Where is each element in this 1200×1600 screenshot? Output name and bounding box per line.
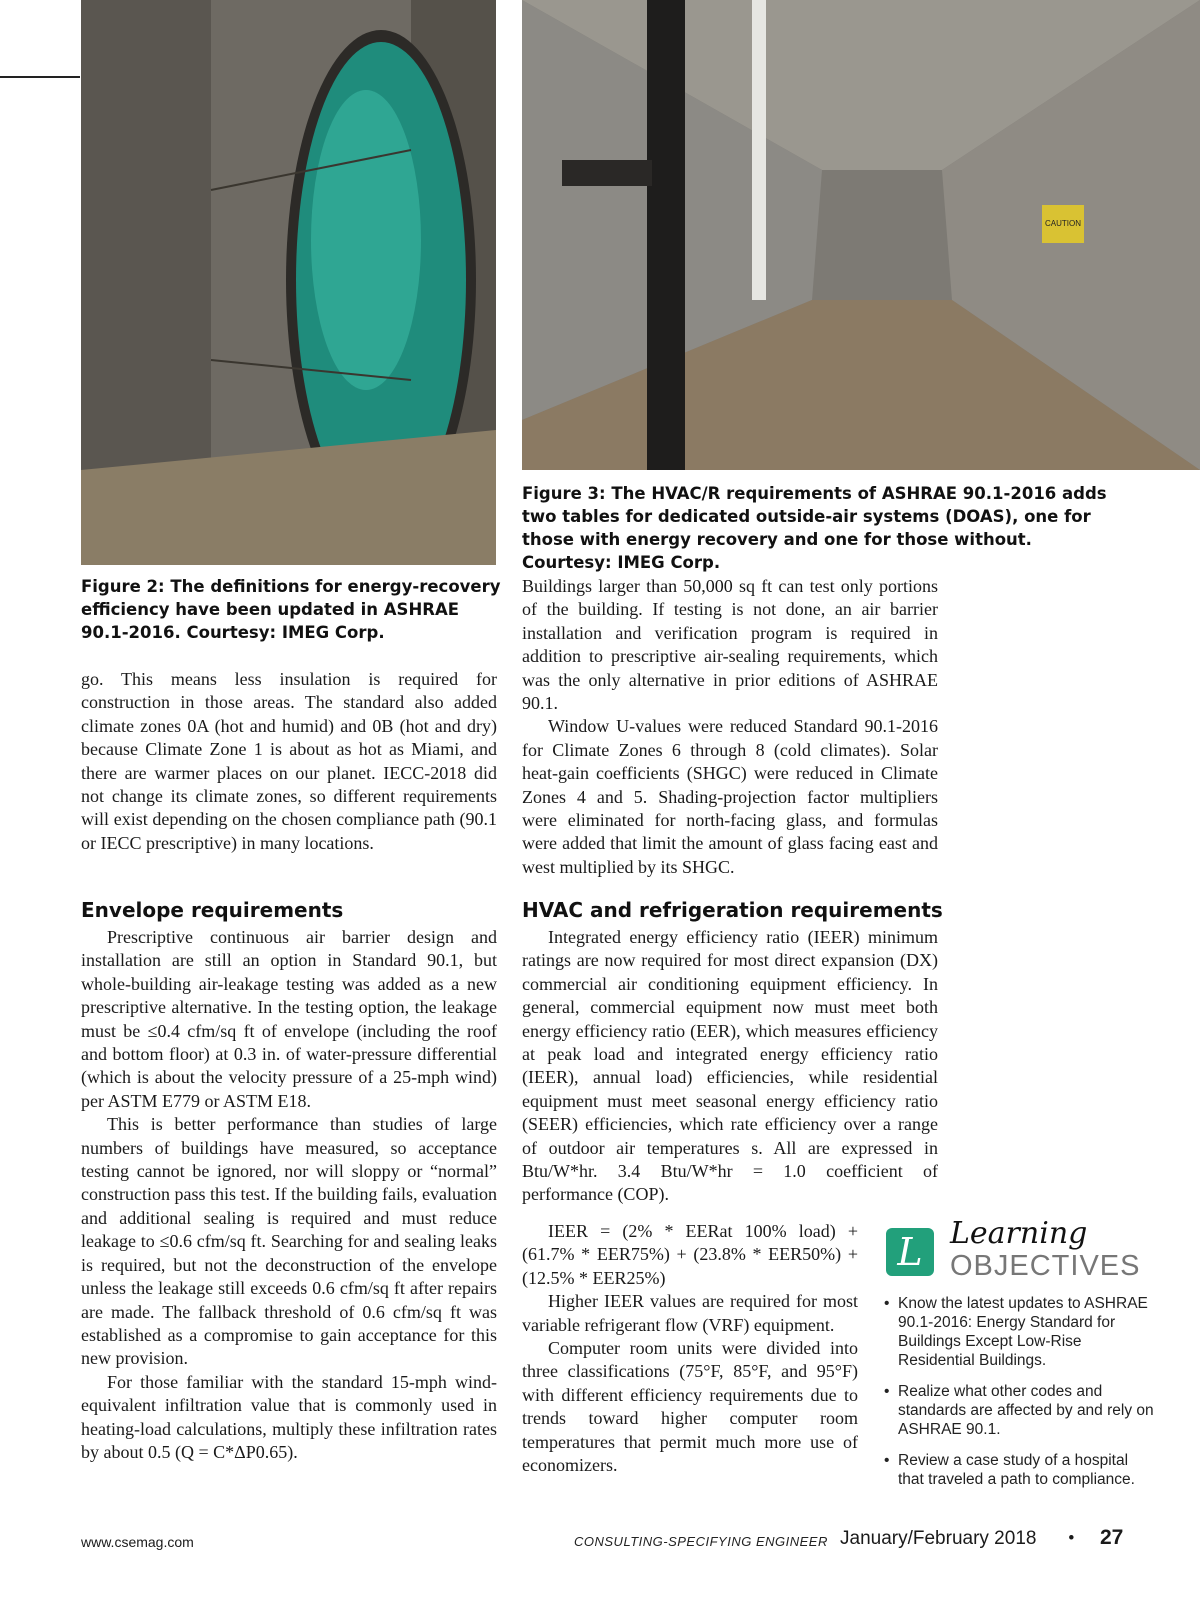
- figure-2-photo: [81, 0, 496, 565]
- envelope-section: [81, 926, 497, 1464]
- objective-item: • Know the latest updates to ASHRAE 90.1-2016: Energy Standard for Buildings Except Low-Rise Residential Buildings.: [886, 1294, 1156, 1370]
- learning-badge-icon: L: [886, 1228, 934, 1276]
- hvac-section: [522, 926, 938, 1207]
- page-number: 27: [1100, 1526, 1124, 1549]
- figure-2-caption: Figure 2: The definitions for energy-recovery efficiency have been updated in ASHRAE 90.1-2016. Courtesy: IMEG Corp.: [81, 577, 501, 642]
- paragraph: Higher IEER values are required for most variable refrigerant flow (VRF) equipment.: [522, 1291, 858, 1335]
- hvac-section-continued: [522, 1220, 858, 1477]
- objective-item: • Review a case study of a hospital that traveled a path to compliance.: [886, 1451, 1156, 1489]
- right-intro-text: [522, 575, 938, 879]
- footer-publication: CONSULTING-SPECIFYING ENGINEER: [574, 1534, 828, 1549]
- envelope-heading: Envelope requirements: [81, 898, 344, 922]
- figure-3-photo: [522, 0, 1200, 470]
- paragraph: Prescriptive continuous air barrier design and installation are still an option in Standard 90.1, but whole-building air-leakage testing was added as a new prescriptive alternative. In the testing option, the leakage must be ≤0.4 cfm/sq ft of envelope (including the roof and bottom floor) at 0.3 in. of water-pressure differential (which is about the velocity pressure of a 25-mph wind) per ASTM E779 or ASTM E18.: [81, 927, 497, 1111]
- objectives-list: [886, 1294, 1156, 1489]
- paragraph: For those familiar with the standard 15-mph wind-equivalent infiltration value that is commonly used in heating-load calculations, multiply these infiltration rates by about 0.5 (Q = C*ΔP0.65).: [81, 1371, 497, 1462]
- objective-item: • Realize what other codes and standards are affected by and rely on ASHRAE 90.1.: [886, 1382, 1156, 1439]
- left-intro-text: [81, 668, 497, 855]
- footer-date: January/February 2018: [840, 1528, 1037, 1549]
- learning-title: Learning: [950, 1216, 1088, 1251]
- paragraph: Buildings larger than 50,000 sq ft can test only portions of the building. If testing is not done, an air barrier installation and verification program is required in addition to prescriptive air-sealing requirements, which was the only alternative in prior editions of ASHRAE 90.1.: [522, 576, 938, 714]
- paragraph: Integrated energy efficiency ratio (IEER) minimum ratings are now required for most direct expansion (DX) commercial air conditioning equipment efficiency. In general, commercial equipment now must meet both energy efficiency ratio (EER), which measures efficiency at peak load and integrated energy efficiency ratio (IEER), annual load) efficiencies, while residential equipment must meet seasonal energy efficiency ratio (SEER) efficiencies, which rate efficiency over a range of outdoor air temperatures s. All are expressed in Btu/W*hr. 3.4 Btu/W*hr = 1.0 coefficient of performance (COP).: [522, 927, 938, 1205]
- paragraph: This is better performance than studies of large numbers of buildings have measured, so acceptance testing cannot be ignored, nor will sloppy or “normal” construction pass this test. If the building fails, evaluation and additional sealing is required and must reduce leakage to ≤0.6 cfm/sq ft. Searching for and sealing leaks is required, but not the deconstruction of the envelope unless the leakage still exceeds 0.6 cfm/sq ft after repairs are made. The fallback threshold of 0.6 cfm/sq ft was established as a compromise to gain acceptance for this new provision.: [81, 1114, 497, 1369]
- hvac-heading: HVAC and refrigeration requirements: [522, 898, 943, 922]
- caution-sign: CAUTION: [1045, 219, 1081, 228]
- paragraph: go. This means less insulation is required for construction in those areas. The standard also added climate zones 0A (hot and humid) and 0B (hot and dry) because Climate Zone 1 is about as hot as Miami, and there are warmer places on our planet. IECC-2018 did not change its climate zones, so different requirements will exist depending on the chosen compliance path (90.1 or IECC prescriptive) in many locations.: [81, 669, 497, 853]
- paragraph: Window U-values were reduced Standard 90.1-2016 for Climate Zones 6 through 8 (cold climates). Solar heat-gain coefficients (SHGC) were reduced in Climate Zones 4 and 5. Shading-projection factor multipliers were eliminated for north-facing glass, and formulas were added that limit the amount of glass facing east and west multiplied by its SHGC.: [522, 716, 938, 877]
- paragraph: Computer room units were divided into three classifications (75°F, 85°F, and 95°F) with different efficiency requirements due to trends toward higher computer room temperatures that permit much more use of economizers.: [522, 1338, 858, 1476]
- figure-3-caption: Figure 3: The HVAC/R requirements of ASHRAE 90.1-2016 adds two tables for dedicated outside-air systems (DOAS), one for those with energy recovery and one for those without. Courtesy: IMEG Corp.: [522, 484, 1107, 572]
- footer-url[interactable]: www.csemag.com: [81, 1534, 194, 1550]
- footer-separator: •: [1068, 1528, 1075, 1549]
- formula-paragraph: IEER = (2% * EERat 100% load) + (61.7% * EER75%) + (23.8% * EER50%) + (12.5% * EER25%): [522, 1221, 858, 1288]
- objectives-title: OBJECTIVES: [950, 1250, 1141, 1282]
- top-rule: [0, 76, 80, 78]
- learning-objectives-header: [886, 1216, 1156, 1284]
- learning-objectives-box: [886, 1216, 1156, 1501]
- page-footer: [0, 1526, 1200, 1564]
